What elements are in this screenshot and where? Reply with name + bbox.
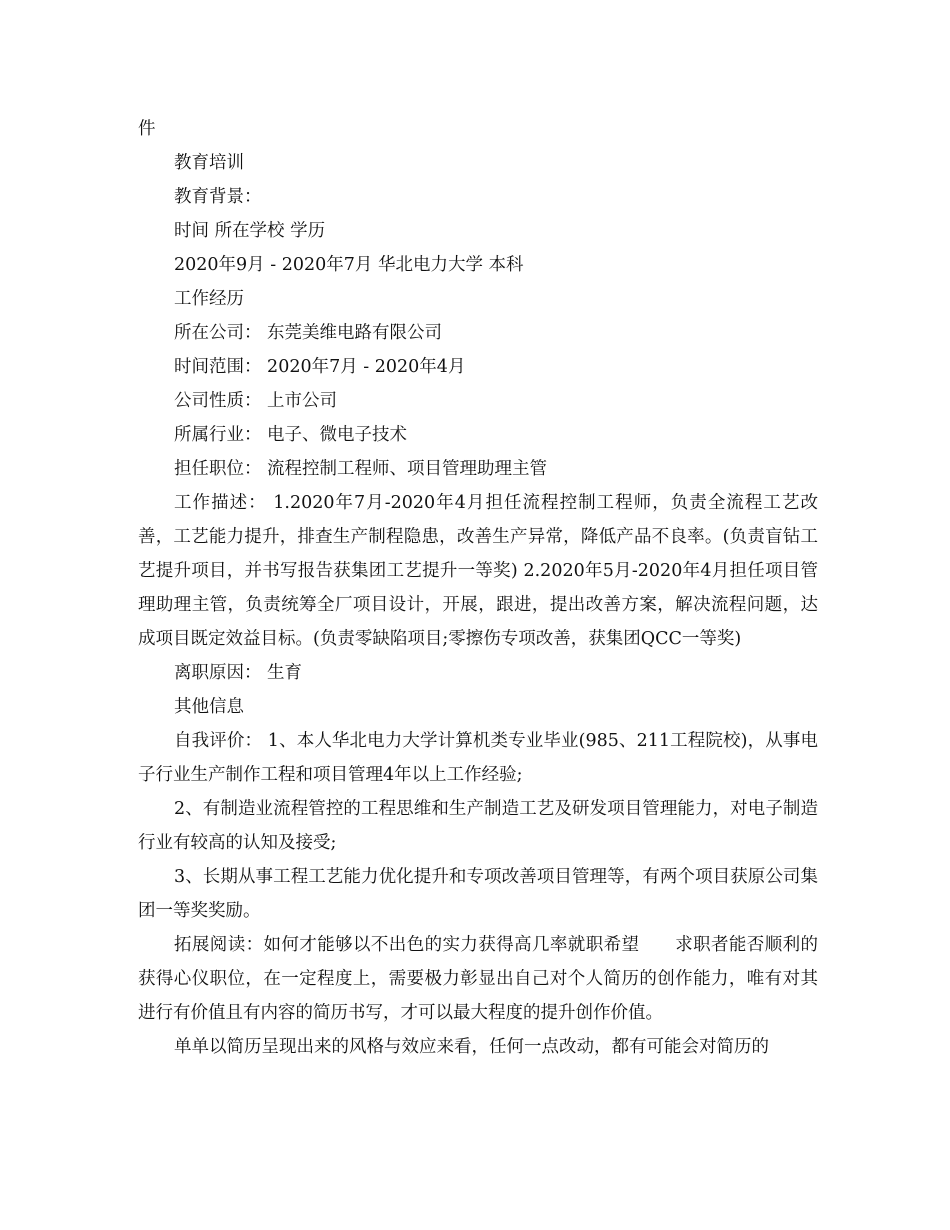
heading-other-info: 其他信息 [174, 697, 244, 717]
self-evaluation-item-3: 3、长期从事工程工艺能力优化提升和专项改善项目管理等，有两个项目获原公司集团一等奖奖励。 [138, 867, 818, 921]
field-industry: 所属行业： 电子、微电子技术 [174, 425, 408, 445]
heading-education-training: 教育培训 [174, 153, 244, 173]
self-evaluation-item-1: 自我评价： 1、本人华北电力大学计算机类专业毕业(985、211工程院校)，从事电子行业生产制作工程和项目管理4年以上工作经验; [138, 731, 818, 785]
paragraph-continuation: 件 [138, 119, 156, 139]
document-page [138, 112, 818, 1064]
field-job-description: 工作描述： 1.2020年7月-2020年4月担任流程控制工程师，负责全流程工艺改善，工艺能力提升，排查生产制程隐患，改善生产异常，降低产品不良率。(负责盲钻工艺提升项目，并书写报告获集团工艺提升一等奖) 2.2020年5月-2020年4月担任项目管理助理主管，负责统筹全厂项目设计，开展，跟进，提出改善方案，解决流程问题，达成项目既定效益目标。(负责零缺陷项目;零擦伤专项改善，获集团QCC一等奖) [138, 493, 818, 649]
field-company: 所在公司： 东莞美维电路有限公司 [174, 323, 443, 343]
field-position: 担任职位： 流程控制工程师、项目管理助理主管 [174, 459, 548, 479]
heading-work-experience: 工作经历 [174, 289, 244, 309]
extended-reading-paragraph: 拓展阅读：如何才能够以不出色的实力获得高几率就职希望 求职者能否顺利的获得心仪职位，在一定程度上，需要极力彰显出自己对个人简历的创作能力，唯有对其进行有价值且有内容的简历书写，才可以最大程度的提升创作价值。 [138, 935, 818, 1023]
field-leave-reason: 离职原因： 生育 [174, 663, 303, 683]
field-time-range: 时间范围： 2020年7月 - 2020年4月 [174, 357, 466, 377]
closing-paragraph: 单单以简历呈现出来的风格与效应来看，任何一点改动，都有可能会对简历的 [174, 1037, 769, 1057]
education-entry: 2020年9月 - 2020年7月 华北电力大学 本科 [174, 255, 524, 275]
self-evaluation-item-2: 2、有制造业流程管控的工程思维和生产制造工艺及研发项目管理能力，对电子制造行业有较高的认知及接受; [138, 799, 818, 853]
field-company-type: 公司性质： 上市公司 [174, 391, 338, 411]
education-columns-header: 时间 所在学校 学历 [174, 221, 326, 241]
label-education-background: 教育背景： [174, 187, 262, 207]
